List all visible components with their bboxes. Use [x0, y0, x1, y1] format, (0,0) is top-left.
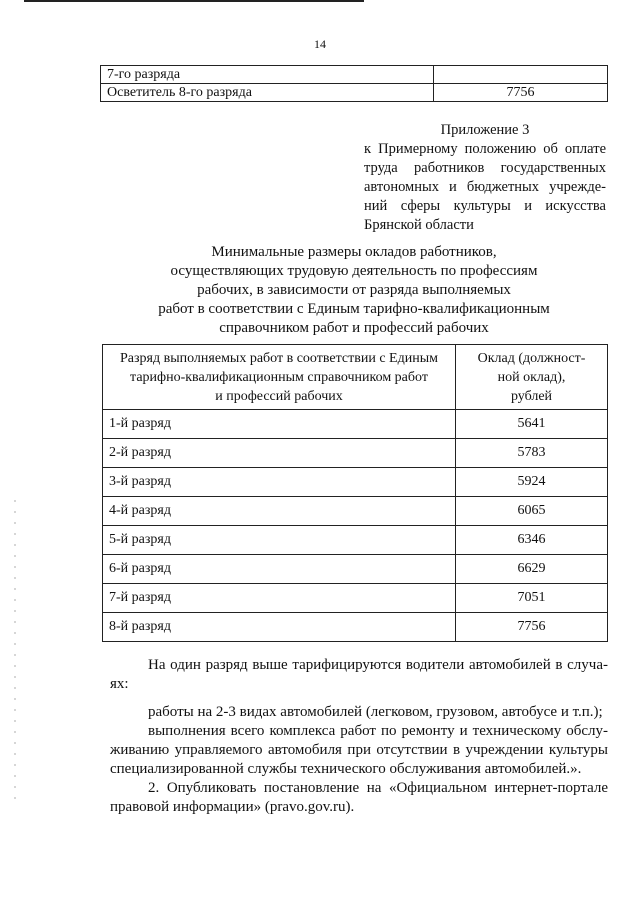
title-line: Минимальные размеры окладов работников, — [211, 244, 497, 260]
table-row — [101, 84, 608, 102]
title-line: осуществляющих трудовую деятельность по профессиям — [170, 263, 538, 279]
appendix-block — [364, 121, 606, 235]
grade-cell: 5-й разряд — [103, 526, 456, 555]
header-grade-line: тарифно-квалификационным справочником работ — [130, 369, 428, 385]
table-row — [101, 66, 608, 84]
table-cell-label: 7-го разряда — [101, 66, 434, 84]
appendix-title: Приложение 3 — [440, 122, 530, 138]
header-salary-line: ной оклад), — [497, 369, 566, 385]
table-row — [103, 613, 608, 642]
page-number: 14 — [314, 37, 326, 51]
table-row — [103, 497, 608, 526]
header-salary — [456, 345, 608, 410]
margin-marks — [14, 500, 16, 800]
paragraph: 2. Опубликовать постановление на «Официальном интернет-портале правовой информации» (pravo.gov.ru). — [110, 780, 608, 815]
title-line: рабочих, в зависимости от разряда выполняемых — [197, 282, 511, 298]
paragraph: выполнения всего комплекса работ по ремонту и техническому обслу-живанию управляемого автомобиля при отсутствии в учреждении культуры специализированной службы технического обслуживания автомобилей.». — [110, 723, 608, 777]
table-row — [103, 410, 608, 439]
header-salary-line: рублей — [510, 388, 553, 404]
top-rule — [24, 0, 364, 2]
salary-cell: 5924 — [456, 468, 608, 497]
table-row — [103, 555, 608, 584]
grade-cell: 2-й разряд — [103, 439, 456, 468]
title-line: работ в соответствии с Единым тарифно-квалификационным — [158, 301, 550, 317]
grade-cell: 3-й разряд — [103, 468, 456, 497]
continuation-table — [100, 65, 608, 102]
table-header-row — [103, 345, 608, 410]
header-grade-line: Разряд выполняемых работ в соответствии с Единым — [120, 350, 438, 366]
paragraph: работы на 2-3 видах автомобилей (легковом, грузовом, автобусе и т.п.); — [148, 704, 603, 720]
table-row — [103, 439, 608, 468]
grade-cell: 1-й разряд — [103, 410, 456, 439]
table-row — [103, 526, 608, 555]
grade-cell: 7-й разряд — [103, 584, 456, 613]
grade-cell: 6-й разряд — [103, 555, 456, 584]
salary-cell: 5783 — [456, 439, 608, 468]
salary-cell: 7756 — [456, 613, 608, 642]
table-row — [103, 468, 608, 497]
table-cell-label: Осветитель 8-го разряда — [101, 84, 434, 102]
document-title — [100, 243, 608, 338]
grade-cell: 8-й разряд — [103, 613, 456, 642]
salary-cell: 6629 — [456, 555, 608, 584]
table-row — [103, 584, 608, 613]
title-line: справочником работ и профессий рабочих — [219, 320, 489, 336]
paragraph: На один разряд выше тарифицируются водители автомобилей в случа-ях: — [110, 657, 608, 692]
salary-cell: 6065 — [456, 497, 608, 526]
body-text — [110, 656, 608, 817]
salary-cell: 6346 — [456, 526, 608, 555]
header-grade-line: и профессий рабочих — [215, 388, 343, 404]
salary-cell: 7051 — [456, 584, 608, 613]
header-grade — [103, 345, 456, 410]
header-salary-line: Оклад (должност- — [477, 350, 586, 366]
salary-cell: 5641 — [456, 410, 608, 439]
grade-cell: 4-й разряд — [103, 497, 456, 526]
table-cell-value — [434, 66, 608, 84]
appendix-body: к Примерному положению об оплате труда работников государственных автономных и бюджетных учрежде-ний сферы культуры и искусства Брянской области — [364, 141, 606, 233]
table-cell-value: 7756 — [434, 84, 608, 102]
salary-table — [102, 344, 608, 642]
